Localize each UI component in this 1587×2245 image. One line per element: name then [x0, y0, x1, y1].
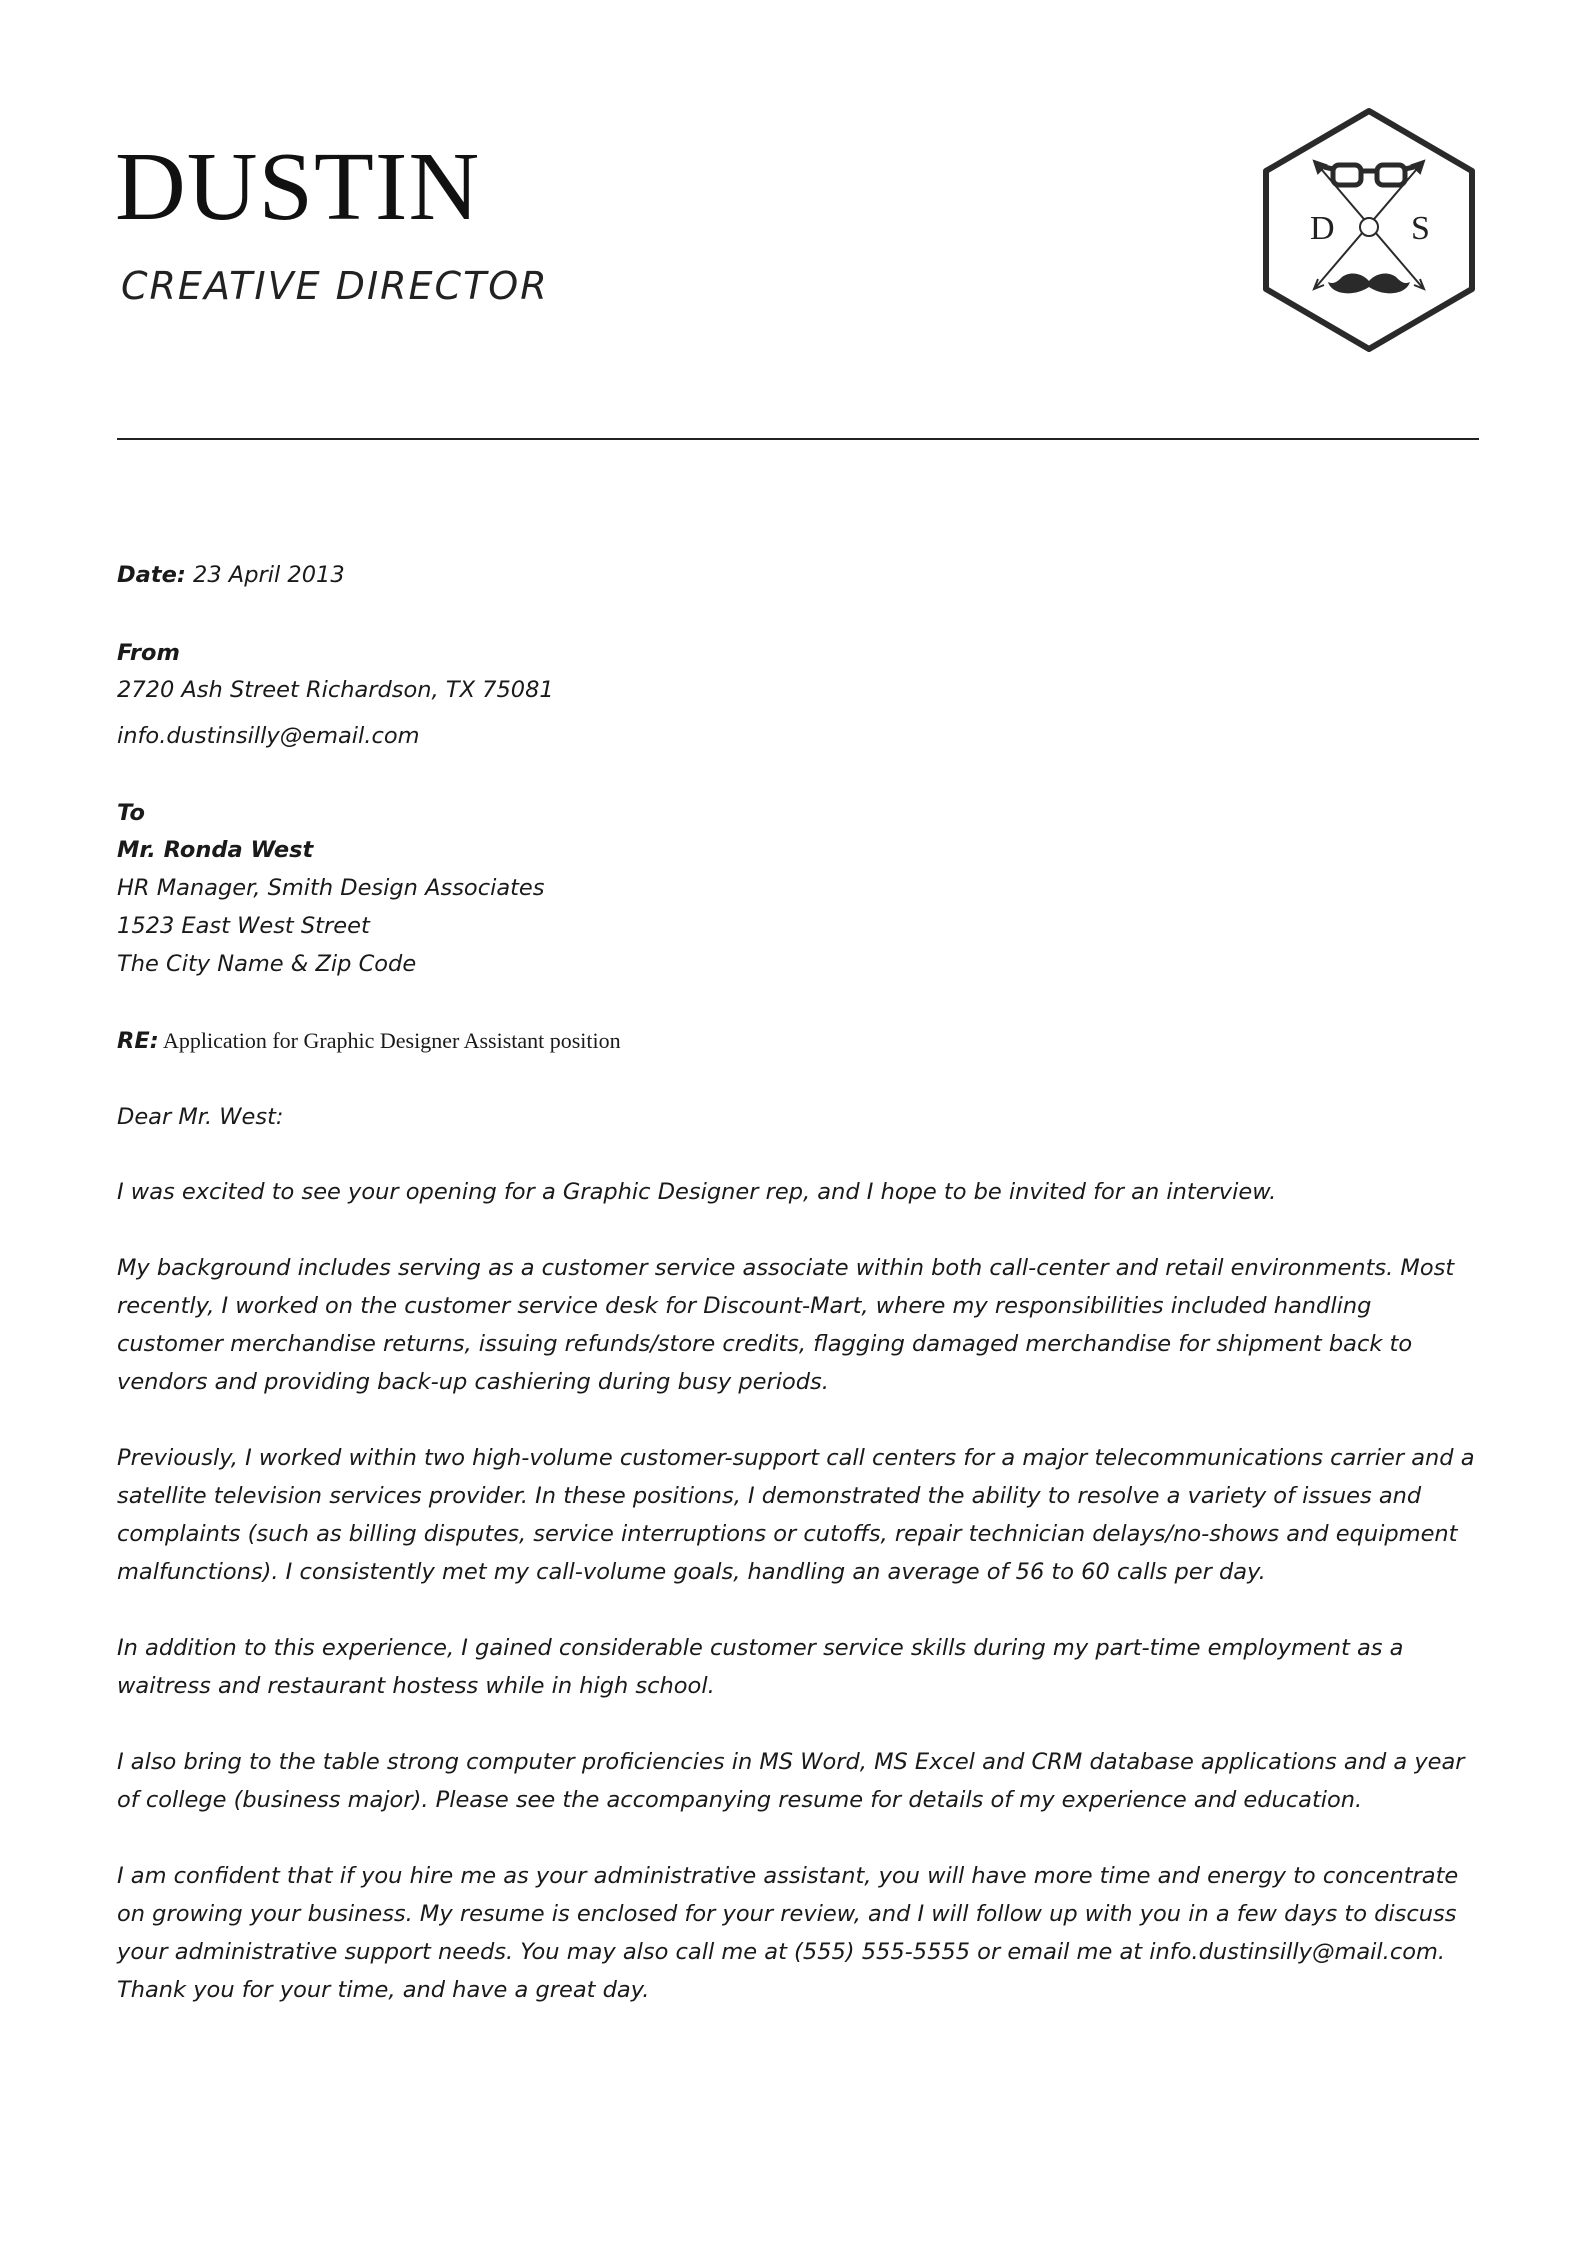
re-line	[117, 1028, 621, 1054]
center-circle-icon	[1360, 218, 1378, 236]
recipient-street: 1523 East West Street	[117, 913, 370, 939]
applicant-name: DUSTIN	[115, 133, 481, 241]
paragraph: My background includes serving as a customer service associate within both call-center and retail environments. Most recently, I worked on the customer service desk for Discount-Mart, where my responsibilities included handling customer merchandise returns, issuing refunds/store credits, flagging damaged merchandise for shipment back to vendors and providing back-up cashiering during busy periods.	[117, 1255, 1455, 1395]
paragraph: I am confident that if you hire me as your administrative assistant, you will have more time and energy to concentrate on growing your business. My resume is enclosed for your review, and I will follow up with you in a few days to discuss your administrative support needs. You may also call me at (555) 555-5555 or email me at info.dustinsilly@mail.com. Thank you for your time, and have a great day.	[117, 1863, 1459, 2003]
applicant-title: CREATIVE DIRECTOR	[121, 264, 549, 308]
date-label: Date:	[117, 562, 186, 588]
mustache-icon	[1328, 274, 1410, 294]
monogram-logo	[1258, 105, 1480, 353]
initial-left: D	[1310, 210, 1335, 247]
paragraph: In addition to this experience, I gained considerable customer service skills during my part-time employment as a waitress and restaurant hostess while in high school.	[117, 1635, 1404, 1699]
to-label: To	[117, 800, 145, 826]
paragraph: I was excited to see your opening for a Graphic Designer rep, and I hope to be invited for an interview.	[117, 1179, 1277, 1205]
re-label: RE:	[117, 1028, 159, 1054]
paragraph: I also bring to the table strong computer proficiencies in MS Word, MS Excel and CRM database applications and a year of college (business major). Please see the accompanying resume for details of my experience and education.	[117, 1749, 1465, 1813]
from-address: 2720 Ash Street Richardson, TX 75081	[117, 677, 554, 703]
from-label: From	[117, 640, 180, 666]
date-line	[117, 562, 345, 588]
recipient-name: Mr. Ronda West	[117, 837, 314, 863]
initial-right: S	[1411, 210, 1430, 247]
from-email: info.dustinsilly@email.com	[117, 723, 420, 749]
paragraph: Previously, I worked within two high-volume customer-support call centers for a major telecommunications carrier and a satellite television services provider. In these positions, I demonstrated the ability to resolve a variety of issues and complaints (such as billing disputes, service interruptions or cutoffs, repair technician delays/no-shows and equipment malfunctions). I consistently met my call-volume goals, handling an average of 56 to 60 calls per day.	[117, 1445, 1475, 1585]
salutation: Dear Mr. West:	[117, 1104, 284, 1130]
re-value: Application for Graphic Designer Assistant position	[158, 1028, 621, 1053]
date-value: 23 April 2013	[185, 562, 345, 588]
recipient-city: The City Name & Zip Code	[117, 951, 417, 977]
recipient-position: HR Manager, Smith Design Associates	[117, 875, 545, 901]
glasses-icon	[1324, 165, 1414, 185]
header-divider	[117, 438, 1479, 440]
